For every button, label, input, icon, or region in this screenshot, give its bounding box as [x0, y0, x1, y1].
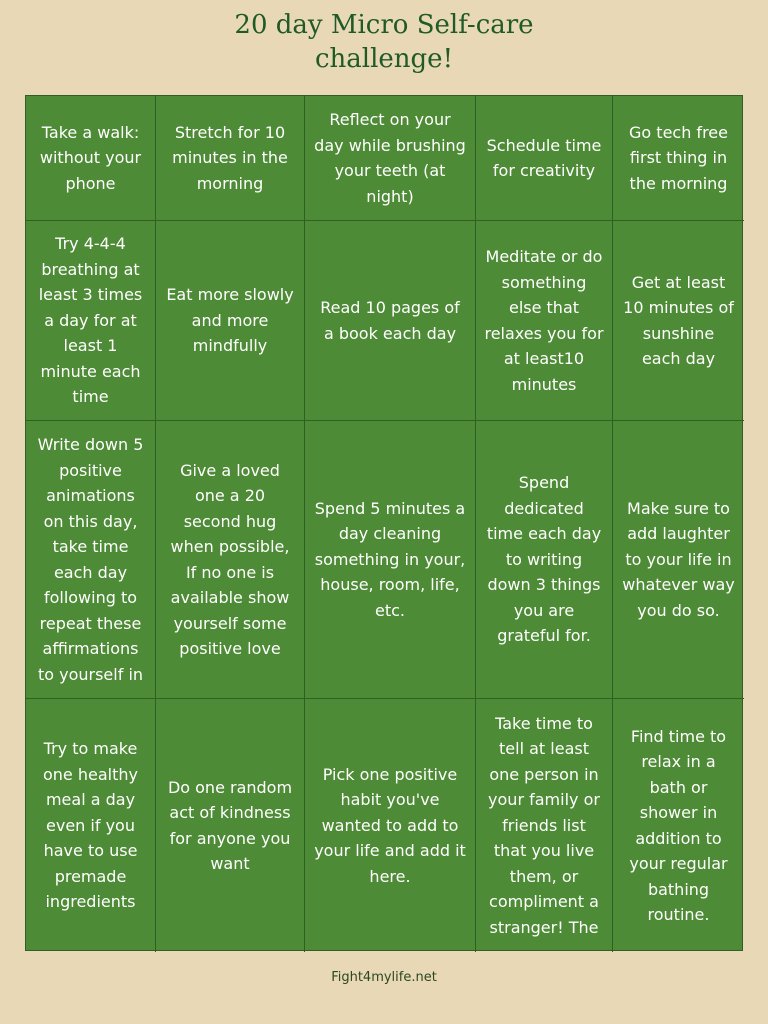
- title-line-1: 20 day Micro Self-care: [234, 10, 534, 40]
- challenge-text: Go tech free first thing in the morning: [629, 122, 728, 193]
- challenge-cell: [613, 421, 744, 699]
- challenge-text: Write down 5 positive animations on this day, take time each day following to repeat these affirmations to yourself in: [37, 435, 144, 684]
- challenge-text: Make sure to add laughter to your life in whatever way you do so.: [622, 498, 735, 620]
- challenge-cell: [476, 221, 613, 421]
- challenge-text: Pick one positive habit you've wanted to add to your life and add it here.: [314, 764, 466, 886]
- challenge-cell: [26, 421, 156, 699]
- challenge-text: Read 10 pages of a book each day: [320, 298, 460, 343]
- challenge-cell: [476, 699, 613, 952]
- challenge-cell: [156, 421, 305, 699]
- challenge-text: Try 4-4-4 breathing at least 3 times a day for at least 1 minute each time: [38, 234, 143, 407]
- challenge-cell: [26, 221, 156, 421]
- challenge-text: Do one random act of kindness for anyone you want: [167, 777, 293, 873]
- challenge-text: Spend dedicated time each day to writing down 3 things you are grateful for.: [486, 473, 602, 646]
- challenge-cell: [26, 699, 156, 952]
- challenge-cell: [26, 96, 156, 221]
- challenge-text: Schedule time for creativity: [486, 135, 602, 180]
- challenge-cell: [613, 221, 744, 421]
- challenge-cell: [156, 221, 305, 421]
- challenge-text: Give a loved one a 20 second hug when possible, If no one is available show yourself some positive love: [170, 460, 290, 658]
- challenge-cell: [305, 699, 476, 952]
- challenge-cell: [476, 96, 613, 221]
- challenge-grid: [25, 95, 743, 951]
- challenge-cell: [476, 421, 613, 699]
- challenge-cell: [305, 421, 476, 699]
- title-line-2: challenge!: [314, 44, 454, 74]
- challenge-text: Get at least 10 minutes of sunshine each day: [623, 272, 734, 368]
- challenge-text: Reflect on your day while brushing your teeth (at night): [314, 110, 466, 206]
- footer-website: Fight4mylife.net: [331, 970, 437, 985]
- challenge-cell: [156, 699, 305, 952]
- challenge-text: Spend 5 minutes a day cleaning something in your, house, room, life, etc.: [314, 498, 466, 620]
- challenge-text: Take a walk: without your phone: [39, 122, 142, 193]
- challenge-cell: [305, 96, 476, 221]
- challenge-text: Find time to relax in a bath or shower in addition to your regular bathing routine.: [629, 726, 728, 924]
- challenge-cell: [305, 221, 476, 421]
- challenge-cell: [156, 96, 305, 221]
- challenge-cell: [613, 699, 744, 952]
- challenge-text: Meditate or do something else that relaxes you for at least10 minutes: [484, 247, 604, 394]
- challenge-cell: [613, 96, 744, 221]
- challenge-text: Stretch for 10 minutes in the morning: [172, 122, 288, 193]
- challenge-text: Eat more slowly and more mindfully: [166, 285, 294, 356]
- challenge-text: Take time to tell at least one person in your family or friends list that you live them, or compliment a stranger! The: [488, 713, 600, 937]
- page-title: [0, 8, 768, 76]
- challenge-text: Try to make one healthy meal a day even if you have to use premade ingredients: [43, 739, 138, 912]
